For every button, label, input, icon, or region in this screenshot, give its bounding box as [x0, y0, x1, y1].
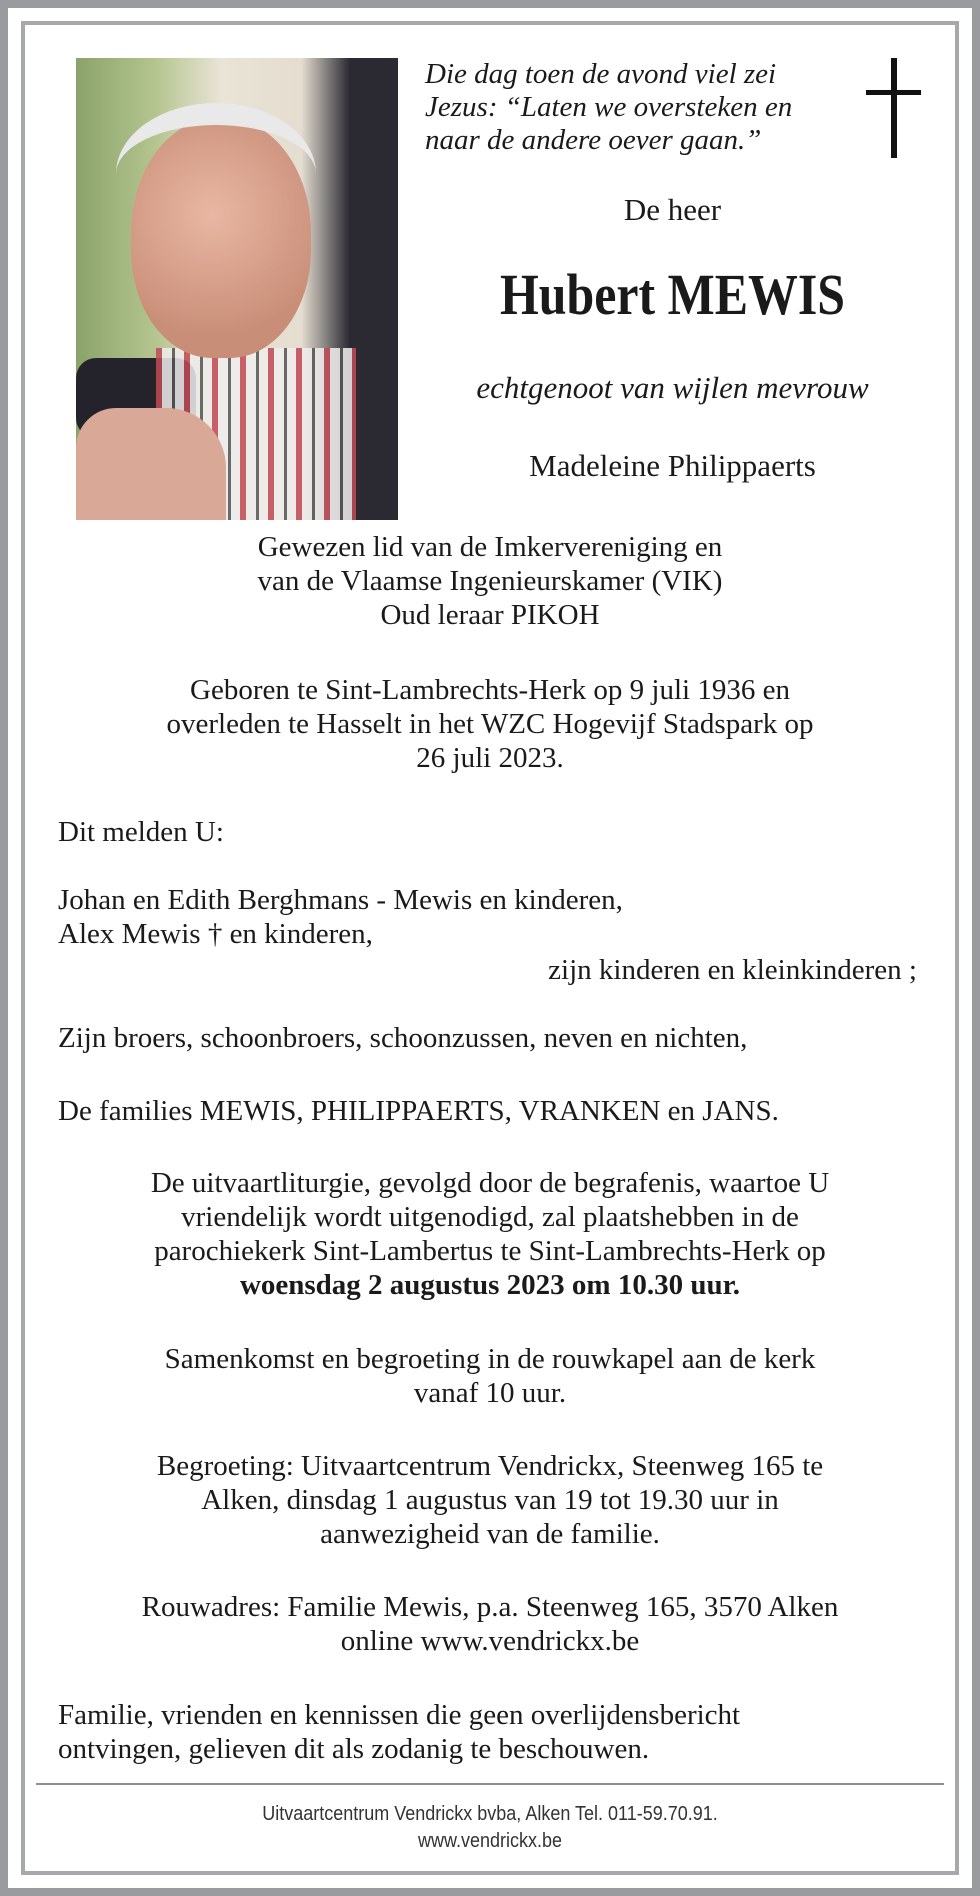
- greeting-line: Alken, dinsdag 1 augustus van 19 tot 19.30 uur in: [201, 1484, 779, 1516]
- quote-line: naar de andere oever gaan.”: [425, 124, 762, 156]
- families: De families MEWIS, PHILIPPAERTS, VRANKEN en JANS.: [58, 1095, 779, 1127]
- footer-line: Uitvaartcentrum Vendrickx bvba, Alken Tel. 011-59.70.91.: [262, 1803, 718, 1825]
- membership-line: van de Vlaamse Ingenieurskamer (VIK): [257, 565, 723, 597]
- closing-line: Familie, vrienden en kennissen die geen overlijdensbericht: [58, 1699, 741, 1731]
- gathering-line: Samenkomst en begroeting in de rouwkapel aan de kerk: [164, 1343, 816, 1375]
- birth-death-line: Geboren te Sint-Lambrechts-Herk op 9 juli 1936 en: [190, 674, 790, 706]
- membership-line: Gewezen lid van de Imkervereniging en: [257, 531, 723, 563]
- funeral-line: parochiekerk Sint-Lambertus te Sint-Lambrechts-Herk op: [154, 1235, 826, 1267]
- birth-death-line: overleden te Hasselt in het WZC Hogevijf Stadspark op: [166, 708, 814, 740]
- divider: [36, 1783, 944, 1785]
- address-line: Rouwadres: Familie Mewis, p.a. Steenweg 165, 3570 Alken: [141, 1591, 839, 1623]
- greeting-line: Begroeting: Uitvaartcentrum Vendrickx, Steenweg 165 te: [156, 1450, 824, 1482]
- children-line: Johan en Edith Berghmans - Mewis en kinderen,: [58, 884, 623, 916]
- membership-line: Oud leraar PIKOH: [380, 599, 600, 631]
- children-line: Alex Mewis † en kinderen,: [58, 918, 373, 950]
- funeral-line: vriendelijk wordt uitgenodigd, zal plaatshebben in de: [181, 1201, 799, 1233]
- announce: Dit melden U:: [58, 816, 224, 848]
- deceased-name: Hubert MEWIS: [499, 262, 846, 327]
- closing-line: ontvingen, gelieven dit als zodanig te beschouwen.: [58, 1733, 650, 1765]
- portrait-photo: [76, 58, 398, 520]
- quote-line: Die dag toen de avond viel zei: [425, 58, 777, 90]
- spouse-name: Madeleine Philippaerts: [529, 448, 816, 483]
- footer-website: www.vendrickx.be: [417, 1830, 563, 1852]
- spouse-intro: echtgenoot van wijlen mevrouw: [476, 370, 869, 405]
- address-line: online www.vendrickx.be: [340, 1625, 640, 1657]
- greeting-line: aanwezigheid van de familie.: [320, 1518, 660, 1550]
- funeral-date: woensdag 2 augustus 2023 om 10.30 uur.: [239, 1269, 741, 1301]
- children-line: zijn kinderen en kleinkinderen ;: [548, 954, 917, 986]
- latin-cross-icon: [891, 58, 897, 158]
- funeral-line: De uitvaartliturgie, gevolgd door de begrafenis, waartoe U: [150, 1167, 830, 1199]
- gathering-line: vanaf 10 uur.: [413, 1377, 567, 1409]
- birth-death-line: 26 juli 2023.: [416, 742, 564, 774]
- siblings: Zijn broers, schoonbroers, schoonzussen, neven en nichten,: [58, 1022, 748, 1054]
- salutation: De heer: [623, 192, 722, 227]
- quote-line: Jezus: “Laten we oversteken en: [425, 91, 793, 123]
- latin-cross-icon-bar: [866, 90, 921, 95]
